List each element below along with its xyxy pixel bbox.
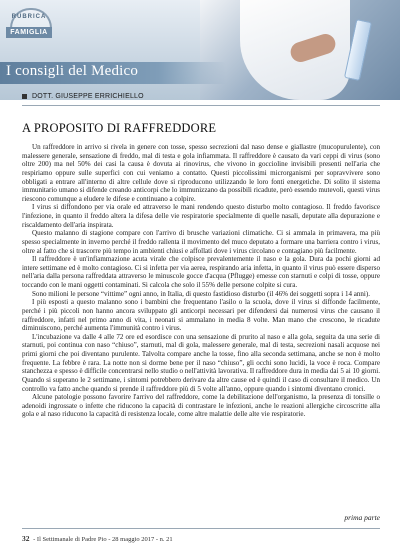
section-bar xyxy=(0,62,226,84)
paragraph: I più esposti a questo malanno sono i bambini che frequentano l'asilo o la scuola, dove il virus si diffonde facilmente, perché i più piccoli non hanno ancora sviluppato gli anticorpi necessari per difendersi dai numerosi virus che causano il raffreddore, infatti nel primo anno di vita, i neonati si ammalano in media 8 volte. Man mano che crescono, le ricadute diminuiscono, perché aumenta l'immunità contro i virus. xyxy=(22,298,380,333)
author-name: DOTT. GIUSEPPE ERRICHIELLO xyxy=(32,93,144,100)
paragraph: I virus si diffondono per via orale ed attraverso le mani rendendo questo disturbo molto contagioso. Il freddo favorisce l'infezione, in quanto il freddo altera la difesa delle vie respiratorie specialmente di quelle nasali, deputate alla depurazione e riscaldamento dell'aria inspirata. xyxy=(22,203,380,229)
signoff: prima parte xyxy=(344,513,380,522)
divider xyxy=(22,105,380,106)
page-number: 32 xyxy=(22,534,30,543)
paragraph: L'incubazione va dalle 4 alle 72 ore ed esordisce con una sensazione di prurito al naso e alla gola, seguita da una serie di starnuti, poi continua con naso “chiuso”, starnuti, mal di gola, malessere generale, mal di testa, secrezioni nasali acquose nei primi giorni che poi diventano purulente. Talvolta compare anche la tosse, fino alla seconda settimana, anche se non è molto frequente. La febbre è rara. La notte non si dorme bene per il naso “chiuso”, gli occhi sono lucidi, la voce è roca. Compare stanchezza e spesso è difficile concentrarsi nello studio o nell'attività lavorativa. Il raffreddore dura in media dai 5 ai 10 giorni. Quando si superano le 2 settimane, i sintomi potrebbero derivare da altre cause ed è quindi il caso di consultare il medico. Un controllo va fatto anche quando si prende il raffreddore più di 5 volte all'anno, oppure quando i sintomi diventano cronici. xyxy=(22,332,380,393)
bullet-square-icon xyxy=(22,94,27,99)
section-title: I consigli del Medico xyxy=(6,63,139,79)
paragraph: Questo malanno di stagione compare con l'arrivo di brusche variazioni climatiche. Ci si ammala in primavera, ma più spesso specialmente in inverno perché il freddo rallenta il movimento del muco deputato a formare una barriera contro i virus, oltre al fatto che si trascorre più tempo in ambienti chiusi e affollati dove i virus circolano e contagiano più facilmente. xyxy=(22,229,380,255)
author-line xyxy=(22,93,144,100)
paragraph: Sono milioni le persone “vittime” ogni anno, in Italia, di questo fastidioso disturbo (il 46% dei soggetti sopra i 14 anni). xyxy=(32,289,371,298)
paragraph: Il raffreddore è un'infiammazione acuta virale che colpisce prevalentemente il naso e la gola. Dura da pochi giorni ad intere settimane ed è molto contagioso. Ci si infetta per via aerea, respirando aria infetta, in quanto il virus può essere disperso nell'aria dalla persona raffreddata attraverso le minuscole gocce d'acqua (Pflugge) emesse con starnuti e colpi di tosse, oppure toccando con le mani oggetti contaminati. Si calcola che solo il 55% delle persone colpite si cura. xyxy=(22,255,380,289)
header-banner xyxy=(0,0,400,100)
article-title: A PROPOSITO DI RAFFREDDORE xyxy=(22,121,217,135)
article-body xyxy=(22,143,380,419)
doctor-photo xyxy=(200,0,400,100)
paragraph: Alcune patologie possono favorire l'arrivo del raffreddore, come la debilitazione dell'organismo, la presenza di tonsille o adenoidi ingrossate o infette che riducono la capacità di contrastare le infezioni, anche le reazioni allergiche circoscritte alla gola e al naso riducono la capacità di resistenza locale, come altre malattie delle alte vie respiratorie. xyxy=(22,393,380,419)
footer-divider xyxy=(22,528,380,529)
footer-text: - Il Settimanale di Padre Pio - 28 maggio 2017 - n. 21 xyxy=(33,536,173,543)
page-footer xyxy=(22,534,173,543)
rubric-logo: RUBRICA FAMIGLIA xyxy=(6,8,52,38)
paragraph: Un raffreddore in arrivo si rivela in genere con tosse, spesso secrezioni dal naso dense e giallastre (mucopurulente), con malessere generale, sensazione di freddo, mal di testa e gola infiammata. Il raffreddore è causato da vari ceppi di virus (sono oltre 200) ma nel 50% dei casi la causa è dovuta ai rinovirus, che vivono in goccioline invisibili presenti nell'aria che respiriamo oppure sulle superfici con cui veniamo a contatto. Questi piccolissimi microrganismi per sopravvivere sono obbligati a entrare all'interno di altre cellule dove si riproducono utilizzando le loro fonti energetiche. Di solito il sistema immunitario umano si difende creando anticorpi che lo immunizzano da possibili ricadute, però essendo mutevoli, questi virus riescono comunque a eludere le difese e continuano a colpire. xyxy=(22,143,380,203)
